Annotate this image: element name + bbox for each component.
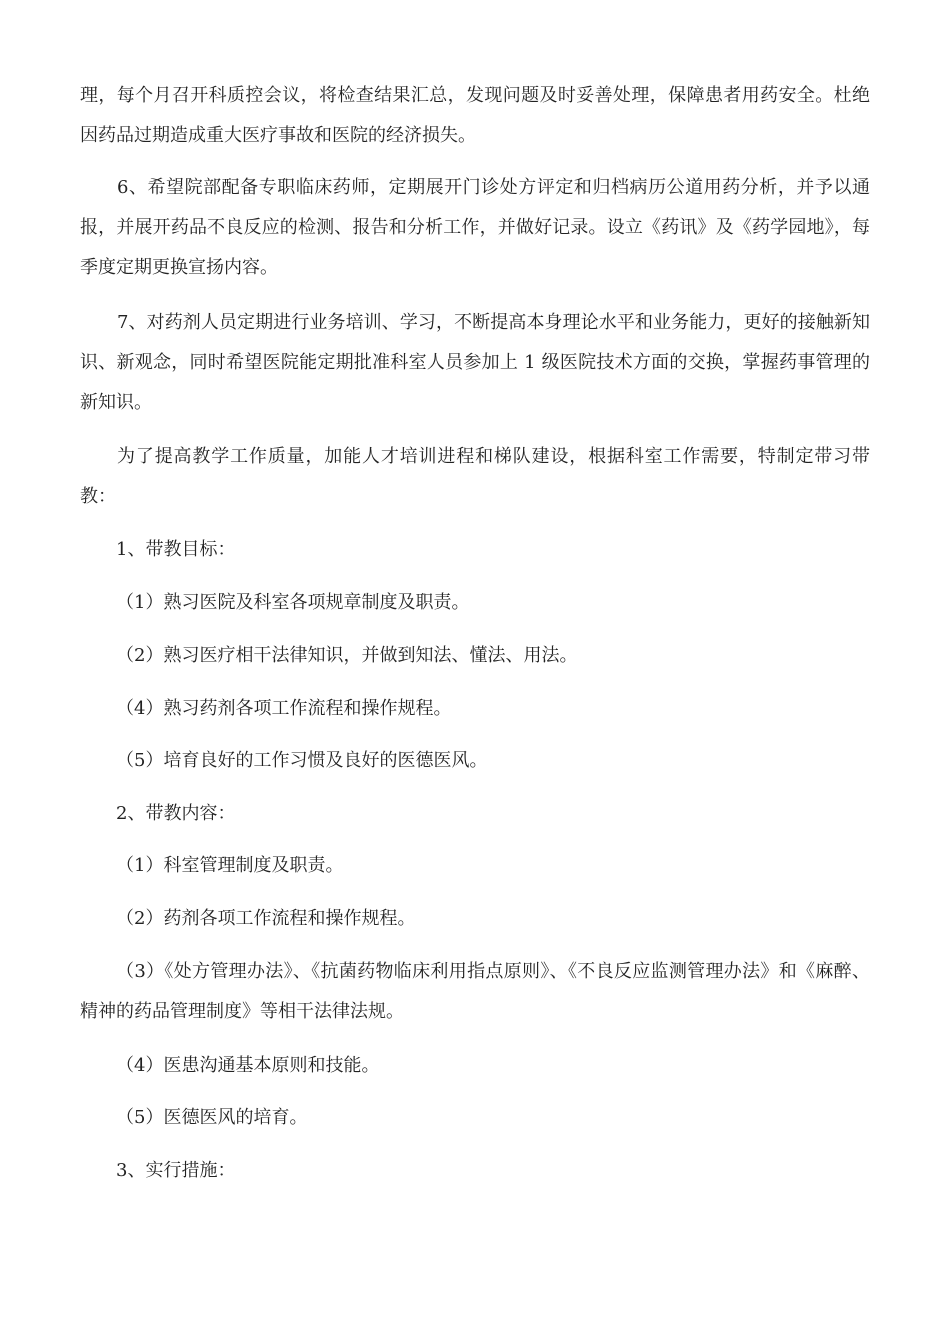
section-heading-content: 2、带教内容： (116, 803, 236, 824)
goal-item: （5）培育良好的工作习惯及良好的医德医风。 (116, 750, 488, 771)
section-heading-goals: 1、带教目标： (116, 539, 236, 560)
content-item: （5）医德医风的培育。 (116, 1107, 308, 1128)
paragraph-item-7: 7、对药剂人员定期进行业务培训、学习，不断提高本身理论水平和业务能力，更好的接触新知识、新观念，同时希望医院能定期批准科室人员参加上 1 级医院技术方面的交换，掌握药事管理的新知识。 (80, 312, 870, 413)
goal-item: （2）熟习医疗相干法律知识，并做到知法、懂法、用法。 (116, 645, 578, 666)
goal-item: （4）熟习药剂各项工作流程和操作规程。 (116, 698, 452, 719)
content-item: （2）药剂各项工作流程和操作规程。 (116, 908, 416, 929)
paragraph-intro: 为了提高教学工作质量，加能人才培训进程和梯队建设，根据科室工作需要，特制定带习带教： (80, 446, 870, 507)
section-heading-measures: 3、实行措施： (116, 1160, 236, 1181)
goal-item: （1）熟习医院及科室各项规章制度及职责。 (116, 592, 470, 613)
content-item: （4）医患沟通基本原则和技能。 (116, 1055, 380, 1076)
content-item: （1）科室管理制度及职责。 (116, 855, 344, 876)
content-item: （3）《处方管理办法》、《抗菌药物临床利用指点原则》、《不良反应监测管理办法》和《麻醉、精神的药品管理制度》等相干法律法规。 (80, 961, 870, 1022)
paragraph-continuation: 理，每个月召开科质控会议，将检查结果汇总，发现问题及时妥善处理，保障患者用药安全。杜绝因药品过期造成重大医疗事故和医院的经济损失。 (80, 85, 870, 146)
paragraph-item-6: 6、希望院部配备专职临床药师，定期展开门诊处方评定和归档病历公道用药分析，并予以通报，并展开药品不良反应的检测、报告和分析工作，并做好记录。设立《药讯》及《药学园地》，每季度定期更换宣扬内容。 (80, 177, 870, 278)
